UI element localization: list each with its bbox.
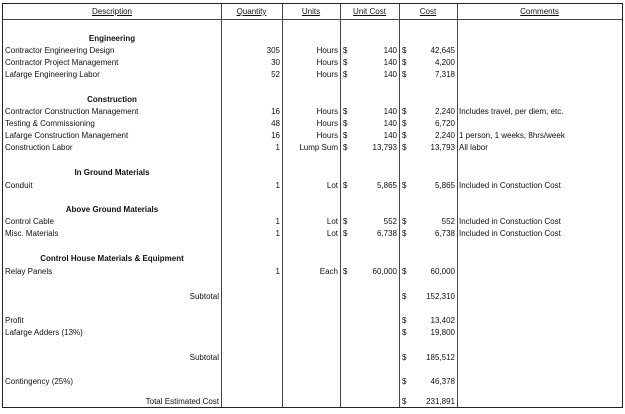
table-row [3, 106, 622, 118]
subtotal-row [3, 352, 622, 364]
row-quantity: 1 [275, 229, 280, 238]
total-label: Total Estimated Cost [145, 397, 219, 406]
table-row [3, 142, 622, 154]
row-units: Lot [326, 181, 338, 190]
row-comment: Includes travel, per diem, etc. [459, 107, 564, 116]
row-description: Lafarge Engineering Labor [5, 70, 100, 79]
row-units: Hours [316, 119, 338, 128]
currency-symbol: $ [402, 267, 407, 276]
header-units: Units [301, 7, 321, 16]
row-cost: 2,240 [434, 107, 455, 116]
row-comment [459, 57, 620, 69]
row-description: Misc. Materials [5, 229, 59, 238]
section-title: In Ground Materials [74, 168, 150, 177]
row-comment: Included in Constuction Cost [459, 181, 561, 190]
total-value: 231,891 [426, 397, 455, 406]
row-units: Lump Sum [299, 143, 338, 152]
row-units: Each [319, 267, 338, 276]
currency-symbol: $ [343, 229, 348, 238]
currency-symbol: $ [402, 229, 407, 238]
row-unit-cost: 140 [383, 70, 397, 79]
currency-symbol: $ [343, 267, 348, 276]
row-comment: Included in Constuction Cost [459, 217, 561, 226]
row-unit-cost: 6,738 [376, 229, 397, 238]
row-description: Contractor Engineering Design [5, 46, 115, 55]
currency-symbol: $ [402, 143, 407, 152]
header-description: Description [91, 7, 132, 16]
currency-symbol: $ [402, 58, 407, 67]
subtotal-label: Subtotal [189, 353, 219, 362]
adders-row [3, 327, 622, 339]
currency-symbol: $ [343, 46, 348, 55]
subtotal-row [3, 291, 622, 303]
table-row [3, 266, 622, 278]
row-units: Hours [316, 107, 338, 116]
row-quantity: 305 [266, 46, 280, 55]
currency-symbol: $ [402, 107, 407, 116]
row-comment: Included in Constuction Cost [459, 229, 561, 238]
currency-symbol: $ [402, 328, 407, 337]
row-comment [459, 69, 620, 81]
subtotal-label: Subtotal [189, 292, 219, 301]
currency-symbol: $ [343, 143, 348, 152]
adders-label: Lafarge Adders (13%) [5, 328, 83, 337]
section-engineering [3, 33, 622, 45]
row-units: Hours [316, 58, 338, 67]
row-unit-cost: 140 [383, 119, 397, 128]
currency-symbol: $ [402, 131, 407, 140]
currency-symbol: $ [343, 58, 348, 67]
table-row [3, 130, 622, 142]
table-row [3, 228, 622, 240]
subtotal-value: 185,512 [426, 353, 455, 362]
currency-symbol: $ [343, 70, 348, 79]
row-units: Hours [316, 131, 338, 140]
section-title: Engineering [88, 34, 136, 43]
row-cost: 42,645 [430, 46, 455, 55]
section-control-house [3, 253, 622, 265]
row-cost: 4,200 [434, 58, 455, 67]
row-cost: 7,318 [434, 70, 455, 79]
cost-estimate-sheet [2, 3, 623, 408]
row-unit-cost: 5,865 [376, 181, 397, 190]
table-row [3, 118, 622, 130]
row-cost: 552 [441, 217, 455, 226]
row-quantity: 1 [275, 181, 280, 190]
profit-label: Profit [5, 316, 24, 325]
row-quantity: 16 [271, 131, 280, 140]
row-description: Testing & Commissioning [5, 119, 95, 128]
row-description: Control Cable [5, 217, 54, 226]
row-quantity: 16 [271, 107, 280, 116]
header-comments: Comments [520, 7, 559, 16]
row-unit-cost: 140 [383, 131, 397, 140]
profit-value: 13,402 [430, 316, 455, 325]
row-quantity: 1 [275, 267, 280, 276]
row-units: Hours [316, 70, 338, 79]
row-quantity: 52 [271, 70, 280, 79]
row-quantity: 1 [275, 143, 280, 152]
currency-symbol: $ [402, 70, 407, 79]
header-cost: Cost [419, 7, 437, 16]
total-row [3, 396, 622, 408]
header-divider [3, 19, 622, 20]
row-units: Hours [316, 46, 338, 55]
header-row [3, 6, 622, 18]
row-comment: All labor [459, 143, 488, 152]
row-unit-cost: 13,793 [372, 143, 397, 152]
row-cost: 5,865 [434, 181, 455, 190]
contingency-label: Contingency (25%) [5, 377, 74, 386]
row-description: Contractor Project Management [5, 58, 119, 67]
currency-symbol: $ [402, 46, 407, 55]
row-comment [459, 266, 620, 278]
row-cost: 6,738 [434, 229, 455, 238]
header-unit-cost: Unit Cost [353, 7, 386, 16]
row-description: Lafarge Construction Management [5, 131, 129, 140]
currency-symbol: $ [402, 217, 407, 226]
currency-symbol: $ [402, 292, 407, 301]
row-unit-cost: 140 [383, 107, 397, 116]
row-unit-cost: 140 [383, 46, 397, 55]
row-unit-cost: 60,000 [372, 267, 397, 276]
section-title: Control House Materials & Equipment [40, 254, 184, 263]
currency-symbol: $ [402, 119, 407, 128]
row-unit-cost: 140 [383, 58, 397, 67]
row-quantity: 48 [271, 119, 280, 128]
row-cost: 60,000 [430, 267, 455, 276]
currency-symbol: $ [402, 181, 407, 190]
header-quantity: Quantity [236, 7, 267, 16]
currency-symbol: $ [343, 131, 348, 140]
currency-symbol: $ [343, 217, 348, 226]
row-description: Conduit [5, 181, 33, 190]
table-row [3, 69, 622, 81]
currency-symbol: $ [402, 397, 407, 406]
row-description: Contractor Construction Management [5, 107, 139, 116]
row-comment: 1 person, 1 weeks, 8hrs/week [459, 131, 565, 140]
currency-symbol: $ [343, 119, 348, 128]
row-cost: 13,793 [430, 143, 455, 152]
section-title: Construction [87, 95, 137, 104]
section-construction [3, 94, 622, 106]
currency-symbol: $ [402, 316, 407, 325]
table-row [3, 57, 622, 69]
row-description: Construction Labor [5, 143, 73, 152]
adders-value: 19,800 [430, 328, 455, 337]
row-cost: 6,720 [434, 119, 455, 128]
currency-symbol: $ [343, 107, 348, 116]
row-description: Relay Panels [5, 267, 53, 276]
table-row [3, 45, 622, 57]
row-unit-cost: 552 [383, 217, 397, 226]
section-above-ground-materials [3, 204, 622, 216]
currency-symbol: $ [402, 377, 407, 386]
subtotal-value: 152,310 [426, 292, 455, 301]
row-cost: 2,240 [434, 131, 455, 140]
contingency-row [3, 376, 622, 388]
row-units: Lot [326, 229, 338, 238]
profit-row [3, 315, 622, 327]
contingency-value: 46,378 [430, 377, 455, 386]
row-quantity: 1 [275, 217, 280, 226]
section-title: Above Ground Materials [65, 205, 159, 214]
table-row [3, 180, 622, 192]
currency-symbol: $ [402, 353, 407, 362]
section-in-ground-materials [3, 167, 622, 179]
row-quantity: 30 [271, 58, 280, 67]
row-units: Lot [326, 217, 338, 226]
table-row [3, 216, 622, 228]
row-comment [459, 118, 620, 130]
row-comment [459, 45, 620, 57]
currency-symbol: $ [343, 181, 348, 190]
